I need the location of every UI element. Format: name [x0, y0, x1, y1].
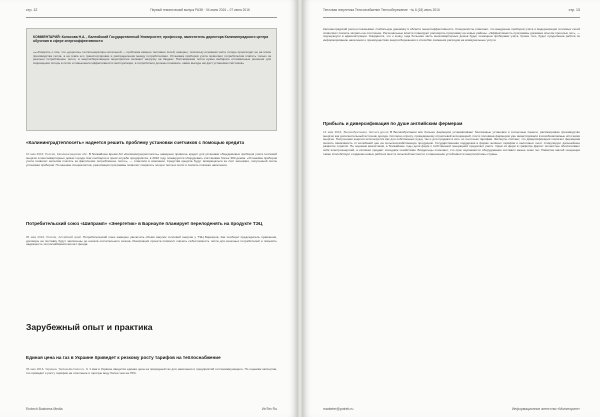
article-3-body: [26, 368, 277, 377]
left-page-header: Первый тематический выпуск РАЭК · 04 июля 2016 – 07 июля 2016: [150, 8, 250, 12]
right-footer-email: marketer@potreb.ru: [323, 407, 354, 411]
article-2-title: Потребительский союз «Шипрамп» «Энергетик» в Барнауле планирует перелоденять на продукте ТЭЦ: [26, 221, 263, 226]
article-2-body: [26, 236, 277, 248]
article-2-dateline: 06 мая 2016, Россия, Алтайский край.: [26, 235, 82, 239]
article-2-text: Потребительский союз намерен увеличить объём закупок тепловой энергии у ТЭЦ Барнаула. Как сообщил председатель правления, договоры на поставку будут заключены до начала отопительного сезона. Реализация проекта позволит снизить себестоимость тепла для конечных потребителей и повысить надёжность теплоснабжения жилого фонда.: [26, 235, 277, 247]
header-rule: [26, 17, 277, 18]
left-footer-publisher: Erotech Business Media: [26, 407, 63, 411]
right-footer-agency: Информационное агентство «Мониторинг»: [511, 407, 580, 411]
article-title: Прибыль и диверсификация по душе английским фермерам: [323, 121, 463, 126]
right-page-header: Тепловая энергетика Теплоснабжение Теплосбережение · № 6 (18) июнь 2016: [323, 8, 440, 12]
article-text: В Великобритании всё больше фермеров устанавливают биогазовые установки и солнечные панели, рассматривая производство энергии как дополнительный источник дохода. Согласно опросу, проведённому отраслевой ассоциацией, почти половина фермеров уже инвестировали в возобновляемые источники энергии. Полученная энергия используется как для собственных нужд, так и для продажи в сеть по льготным тарифам. Эксперты считают, что диверсификация помогает фермерам снизить зависимость от колебаний цен на сельскохозяйственную продукцию. Государственная поддержка в форме зелёных тарифов и налоговых льгот стимулирует дальнейшее развитие отрасли. По оценкам аналитиков, в ближайшие годы доля ферм с собственной генерацией продолжит расти. Одна из ферм в графстве Дорсет полностью обеспечивает себя электроэнергией, а излишки продаёт соседним хозяйствам. Владельцы отмечают, что срок окупаемости оборудования составил менее семи лет. Развитие малой генерации также способствует созданию новых рабочих мест в сельской местности и повышению устойчивости энергосистемы страны.: [323, 130, 580, 156]
article-1-title: «Калининградтеплосеть» надеется решить проблему установки счетчиков с помощью кредита: [26, 140, 245, 145]
article-1-dateline: 10 мая 2016, Россия, Калининградская обл.: [26, 152, 88, 156]
header-rule: [323, 17, 580, 18]
right-page-number: стр. 13: [568, 8, 580, 12]
left-page-number: стр. 12: [26, 8, 38, 12]
article-3-text: С 1 мая в Украине вводится единая цена на природный газ для населения и предприятий теплокоммунэнерго. По оценкам экспертов, это приведёт к росту тарифов на отопление и горячую воду более чем на 70%.: [26, 367, 277, 375]
intro-text: Калининградский регион показывает стабильную динамику в области энергоэффективности. Специалисты отмечают, что внедрение приборов учёта и модернизация тепловых сетей позволяют снизить затраты на отопление. Региональные власти планируют расширить программу на новые районы. «Эффективность программы доказана опытом прошлых лет», — подчеркнули в администрации. Ожидается, что к концу года большая часть многоквартирных домов будет оснащена приборами учёта. Кроме того, будет продолжена работа по информированию населения о преимуществах энергосбережения и способах снижения расходов на коммунальные услуги.: [323, 27, 580, 42]
left-page: [0, 0, 297, 417]
article-body: [323, 131, 580, 158]
comment-author: КОММЕНТАРИЙ: Колосова Н.А. , Балтийский Государственный Университет, профессор, заместитель директора Калининградского центра обучения в сфере энергоэффективности: [33, 35, 269, 43]
article-3-dateline: 06 мая 2016, Украина, Teplosetitermaru.ru.: [26, 367, 86, 371]
comment-box: [26, 28, 277, 131]
comment-quote: «««Говорить о том, что «дорогие» теплогенераторы котельной — проблема именно тепловых сетей, неверно, поскольку основная часть потерь происходит не на этапе производства тепла, а на этапе его транспортировки и распределения между потребителями. Установка приборов учёта позволяет потребителям платить только за реально потреблённое тепло, а энергосберегающие мероприятия снижают нагрузку на бюджет. Поставщикам тепла нужно выбирать оптимальные решения для сокращения потерь в сетях и повышения эффективности эксплуатации, а потребители должны понимать, какие выгоды им даст установка счётчиков»: [33, 50, 271, 65]
article-dateline: 13 мая 2016, Великобритания, farmers.gov.uk: [323, 130, 389, 134]
article-1-text: В ближайшее время АО «Калининградтеплосеть» намерено привлечь кредит для установки общедомовых приборов учёта тепловой энергии в многоквартирных домах города. Как сообщили в пресс-службе предприятия, в 2016 году планируется оборудовать счётчиками более 300 домов. «Установка приборов учёта позволит жителям платить за фактически потреблённое тепло», — отметили в компании. Средства кредита будут возвращаться за счёт экономии, полученной после установки приборов. По мнению специалистов, реализация программы позволит сократить потери тепла в сетях и снизить платежи населения.: [26, 152, 277, 167]
section-title: Зарубежный опыт и практика: [26, 322, 153, 332]
left-footer-site: ИнТех Ru: [262, 407, 277, 411]
article-1-body: [26, 153, 277, 169]
article-3-title: Единая цена на газ в Украине приведет к резкому росту тарифов на теплоснабжение: [26, 355, 221, 360]
right-page: [303, 0, 600, 417]
